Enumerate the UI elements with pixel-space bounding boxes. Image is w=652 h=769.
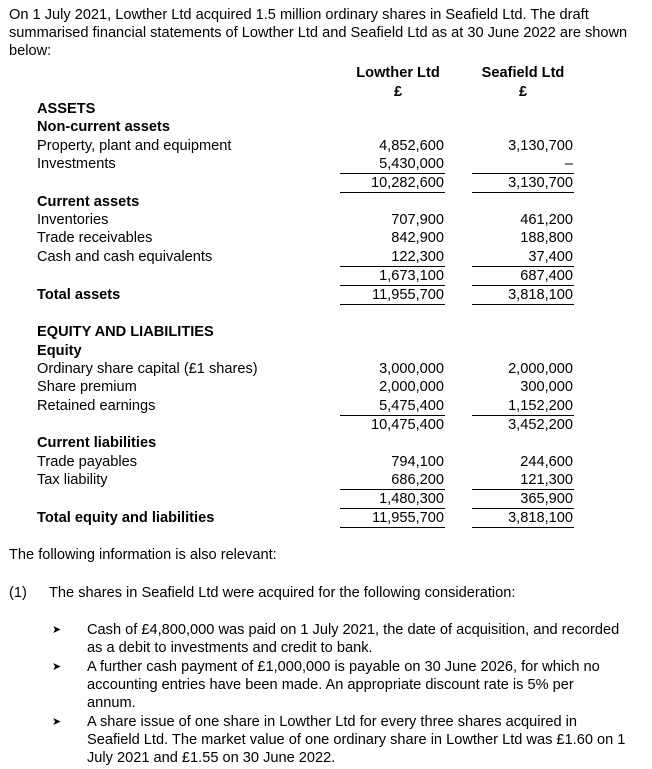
bullet-item: Cash of £4,800,000 was paid on 1 July 2021, the date of acquisition, and recorded as a debit to investments and credit to bank. — [87, 622, 620, 657]
inventories-label: Inventories — [37, 212, 109, 228]
receivables-lowther: 842,900 — [391, 230, 444, 246]
column-header-seafield: Seafield Ltd — [481, 65, 565, 81]
intro-paragraph: On 1 July 2021, Lowther Ltd acquired 1.5 million ordinary shares in Seafield Ltd. The draft summarised financial statements of Lowther Ltd and Seafield Ltd as at 30 June 2022 are shown below: — [9, 7, 628, 60]
divider — [340, 304, 445, 305]
divider — [340, 527, 445, 528]
equity-total-seafield: 3,452,200 — [508, 417, 573, 433]
cash-lowther: 122,300 — [391, 249, 444, 265]
bullet-item: A share issue of one share in Lowther Ltd for every three shares acquired in Seafield Ltd. The market value of one ordinary share in Lowther Ltd was £1.60 on 1 July 2021 and £1.55 on 30 June 2022. — [87, 714, 626, 767]
divider — [340, 285, 445, 286]
non-current-total-seafield: 3,130,700 — [508, 175, 573, 191]
divider — [472, 489, 574, 490]
bullet-item: A further cash payment of £1,000,000 is payable on 30 June 2026, for which no accounting entries have been made. An appropriate discount rate is 5% per annum. — [87, 659, 600, 712]
divider — [472, 415, 574, 416]
cash-label: Cash and cash equivalents — [37, 249, 213, 265]
investments-label: Investments — [37, 156, 116, 172]
total-equity-liabilities-label: Total equity and liabilities — [37, 510, 215, 526]
trade-payables-label: Trade payables — [37, 454, 138, 470]
cash-seafield: 37,400 — [528, 249, 573, 265]
current-liabilities-total-lowther: 1,480,300 — [379, 491, 444, 507]
current-assets-total-seafield: 687,400 — [520, 268, 573, 284]
note-number: (1) — [9, 585, 27, 601]
inventories-lowther: 707,900 — [391, 212, 444, 228]
assets-heading: ASSETS — [37, 101, 96, 117]
equity-total-lowther: 10,475,400 — [370, 417, 444, 433]
divider — [472, 527, 574, 528]
divider — [472, 285, 574, 286]
divider — [340, 489, 445, 490]
ppe-lowther: 4,852,600 — [379, 138, 444, 154]
share-premium-seafield: 300,000 — [520, 379, 573, 395]
inventories-seafield: 461,200 — [520, 212, 573, 228]
retained-earnings-lowther: 5,475,400 — [379, 398, 444, 414]
divider — [472, 192, 574, 193]
share-premium-label: Share premium — [37, 379, 137, 395]
divider — [340, 508, 445, 509]
current-assets-heading: Current assets — [37, 194, 140, 210]
investments-seafield: – — [564, 156, 573, 172]
divider — [472, 266, 574, 267]
arrow-bullet-icon: ➤ — [52, 661, 62, 673]
share-capital-seafield: 2,000,000 — [508, 361, 573, 377]
column-unit-lowther: £ — [393, 84, 403, 100]
column-unit-seafield: £ — [518, 84, 528, 100]
current-liabilities-heading: Current liabilities — [37, 435, 157, 451]
non-current-assets-heading: Non-current assets — [37, 119, 171, 135]
arrow-bullet-icon: ➤ — [52, 716, 62, 728]
investments-lowther: 5,430,000 — [379, 156, 444, 172]
total-equity-liabilities-seafield: 3,818,100 — [508, 510, 573, 526]
tax-liability-label: Tax liability — [37, 472, 108, 488]
receivables-seafield: 188,800 — [520, 230, 573, 246]
info-heading: The following information is also relevant: — [9, 547, 277, 563]
divider — [340, 415, 445, 416]
equity-liabilities-heading: EQUITY AND LIABILITIES — [37, 324, 214, 340]
share-capital-label: Ordinary share capital (£1 shares) — [37, 361, 258, 377]
total-assets-label: Total assets — [37, 287, 121, 303]
divider — [472, 173, 574, 174]
tax-liability-seafield: 121,300 — [520, 472, 573, 488]
retained-earnings-label: Retained earnings — [37, 398, 156, 414]
share-premium-lowther: 2,000,000 — [379, 379, 444, 395]
tax-liability-lowther: 686,200 — [391, 472, 444, 488]
share-capital-lowther: 3,000,000 — [379, 361, 444, 377]
trade-payables-lowther: 794,100 — [391, 454, 444, 470]
total-assets-lowther: 11,955,700 — [372, 287, 444, 303]
note-text: The shares in Seafield Ltd were acquired for the following consideration: — [49, 585, 516, 601]
divider — [340, 173, 445, 174]
arrow-bullet-icon: ➤ — [52, 624, 62, 636]
divider — [472, 304, 574, 305]
trade-payables-seafield: 244,600 — [520, 454, 573, 470]
ppe-label: Property, plant and equipment — [37, 138, 232, 154]
receivables-label: Trade receivables — [37, 230, 153, 246]
column-header-lowther: Lowther Ltd — [356, 65, 440, 81]
equity-heading: Equity — [37, 343, 82, 359]
total-assets-seafield: 3,818,100 — [508, 287, 573, 303]
divider — [340, 266, 445, 267]
non-current-total-lowther: 10,282,600 — [370, 175, 444, 191]
retained-earnings-seafield: 1,152,200 — [508, 398, 573, 414]
total-equity-liabilities-lowther: 11,955,700 — [372, 510, 444, 526]
current-liabilities-total-seafield: 365,900 — [520, 491, 573, 507]
divider — [472, 508, 574, 509]
divider — [340, 192, 445, 193]
ppe-seafield: 3,130,700 — [508, 138, 573, 154]
current-assets-total-lowther: 1,673,100 — [379, 268, 444, 284]
